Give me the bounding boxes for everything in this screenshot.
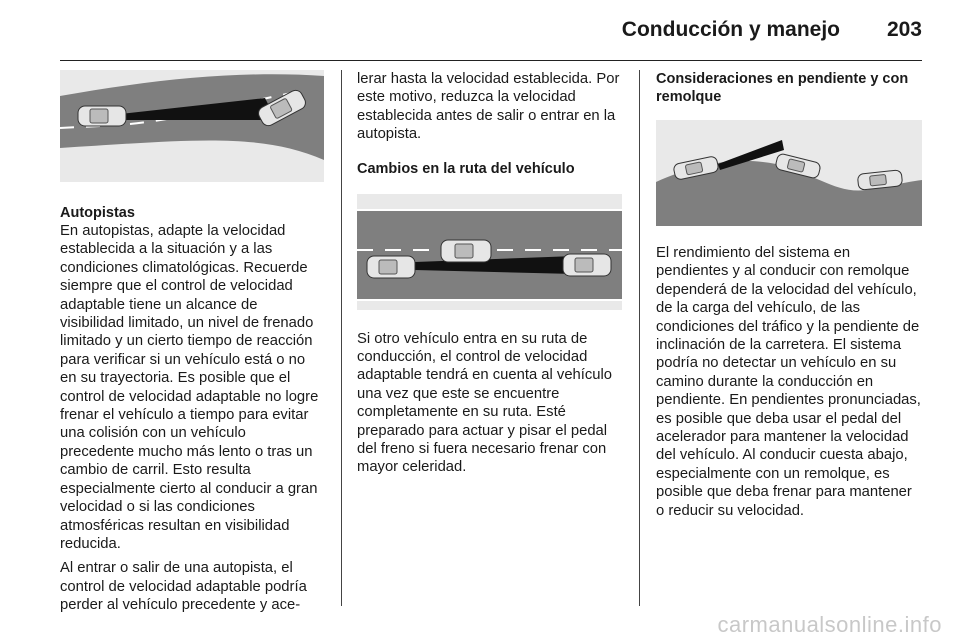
- body-paragraph: lerar hasta la velocidad establecida. Por este motivo, reduzca la velocidad establecida antes de salir o entrar en la autopista.: [357, 71, 620, 143]
- column-3: [656, 70, 922, 608]
- column-divider: [639, 70, 640, 606]
- page-number: 203: [886, 18, 922, 41]
- body-paragraph: Si otro vehículo entra en su ruta de conducción, el control de velocidad adaptable tendrá en cuenta al vehículo una vez que este se encuentre completamente en su ruta. Esté preparado para actuar y pisar el pedal del freno si fuera necesario frenar con mayor celeridad.: [357, 330, 613, 476]
- body-paragraph: En autopistas, adapte la velocidad establecida a la situación y a las condiciones climatológicas. Recuerde siempre que el control de velocidad adaptable tiene un alcance de visibilidad limitado, un nivel de frenado limitado y un cierto tiempo de reacción para verificar si un vehículo está o no en su trayectoria. Es posible que el control de velocidad adaptable no logre frenar el vehículo a tiempo para evitar una colisión con un vehículo precedente mucho más lento o tras un cambio de carril. Esto resulta especialmente cierto al conducir a gran velocidad o si las condiciones atmosféricas resultan en visibilidad reducida.: [60, 223, 319, 552]
- lane-change-illustration: [357, 194, 622, 310]
- body-paragraph: Al entrar o salir de una autopista, el control de velocidad adaptable podría perder al vehículo precedente y ace-: [60, 560, 307, 614]
- section-heading: Cambios en la ruta del vehículo: [357, 160, 575, 177]
- section-heading: Autopistas: [60, 205, 135, 221]
- own-car-icon: [367, 256, 415, 278]
- body-paragraph: El rendimiento del sistema en pendientes y al conducir con remolque dependerá de la velocidad del vehículo, de la carga del vehículo, de las condiciones del tráfico y la pendiente de inclinación de la carretera. El sistema podría no detectar un vehículo en su camino durante la conducción en pendiente. En pendientes pronunciadas, es posible que deba usar el pedal del acelerador para mantener la velocidad del vehículo. Al conducir cuesta abajo, especialmente con un remolque, es posible que deba frenar para mantener o reducir su velocidad.: [656, 245, 921, 519]
- page-header: [60, 18, 922, 61]
- column-1: [60, 70, 324, 614]
- leading-car-icon: [563, 254, 611, 276]
- column-2: [357, 70, 622, 608]
- merging-car-icon: [441, 240, 491, 262]
- section-heading: Consideraciones en pendiente y con remolque: [656, 71, 909, 105]
- curved-highway-illustration: [60, 70, 324, 182]
- page-title: Conducción y manejo: [621, 18, 840, 41]
- own-car-icon: [78, 106, 126, 126]
- column-divider: [341, 70, 342, 606]
- watermark: carmanualsonline.info: [717, 612, 942, 637]
- hill-terrain-illustration: [656, 120, 922, 226]
